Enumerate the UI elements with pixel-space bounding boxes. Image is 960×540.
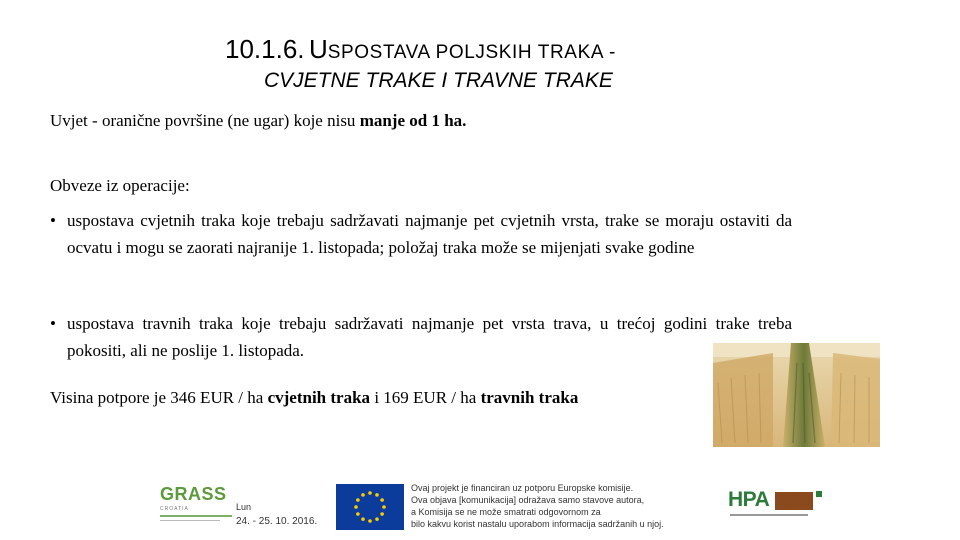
bullet-item	[50, 207, 792, 261]
eu-star-icon	[356, 498, 360, 502]
obligations-heading: Obveze iz operacije:	[50, 176, 190, 195]
grass-logo-line	[160, 515, 232, 517]
title-rest: SPOSTAVA POLJSKIH TRAKA -	[327, 42, 616, 63]
slide-title	[225, 34, 616, 65]
condition-bold: manje od 1 ha.	[359, 111, 467, 130]
wheat-field-photo	[713, 343, 880, 447]
title-first-letter: U	[308, 34, 328, 64]
hpa-logo-dot	[816, 491, 822, 497]
eu-flag-icon	[336, 484, 404, 530]
condition-paragraph	[50, 111, 466, 131]
bullet-item	[50, 310, 792, 364]
bullet-marker: •	[50, 211, 56, 230]
event-location: Lun	[236, 502, 252, 512]
eu-disclaimer-line: bilo kakvu korist nastalu uporabom informacija sadržanih u njoj.	[411, 519, 664, 529]
grass-logo-tiny-line	[160, 520, 220, 521]
eu-star-icon	[380, 512, 384, 516]
grass-logo	[150, 482, 240, 530]
bullet-text: uspostava cvjetnih traka koje trebaju sadržavati najmanje pet cvjetnih vrsta, trake se moraju ostaviti da ocvatu i mogu se zaorati najranije 1. listopada; položaj traka može se mijenjati svake godine	[67, 211, 792, 257]
hpa-logo-sub	[730, 514, 808, 516]
bullet-text: uspostava travnih traka koje trebaju sadržavati najmanje pet vrsta trava, u trećoj godini trake treba pokositi, ali ne poslije 1. listopada.	[67, 314, 792, 360]
support-part1: Visina potpore je 346 EUR / ha	[50, 388, 268, 407]
eu-star-icon	[368, 491, 372, 495]
grass-logo-sub: CROATIA	[160, 506, 189, 512]
eu-disclaimer	[411, 482, 664, 530]
bullet-marker: •	[50, 314, 56, 333]
eu-disclaimer-line: Ova objava [komunikacija] odražava samo stavove autora,	[411, 495, 645, 505]
eu-star-icon	[354, 505, 358, 509]
eu-star-icon	[356, 512, 360, 516]
condition-text: oranične površine (ne ugar) koje nisu	[97, 111, 360, 130]
condition-lead: Uvjet -	[50, 111, 98, 130]
eu-star-icon	[375, 517, 379, 521]
eu-disclaimer-line: Ovaj projekt je financiran uz potporu Europske komisije.	[411, 483, 634, 493]
eu-disclaimer-line: a Komisija se ne može smatrati odgovornom za	[411, 507, 601, 517]
eu-star-icon	[382, 505, 386, 509]
eu-star-icon	[361, 493, 365, 497]
eu-star-icon	[380, 498, 384, 502]
support-paragraph	[50, 388, 578, 408]
hpa-logo-block	[775, 492, 813, 510]
eu-star-icon	[375, 493, 379, 497]
grass-logo-text: GRASS	[160, 484, 227, 504]
eu-star-icon	[368, 519, 372, 523]
support-part2: i 169 EUR / ha	[370, 388, 481, 407]
support-bold1: cvjetnih traka	[267, 388, 371, 407]
eu-star-icon	[361, 517, 365, 521]
title-number: 10.1.6.	[225, 34, 305, 64]
event-date: 24. - 25. 10. 2016.	[236, 516, 318, 527]
support-bold2: travnih traka	[480, 388, 579, 407]
hpa-logo-text: HPA	[728, 488, 770, 511]
slide-subtitle: CVJETNE TRAKE I TRAVNE TRAKE	[264, 69, 613, 92]
